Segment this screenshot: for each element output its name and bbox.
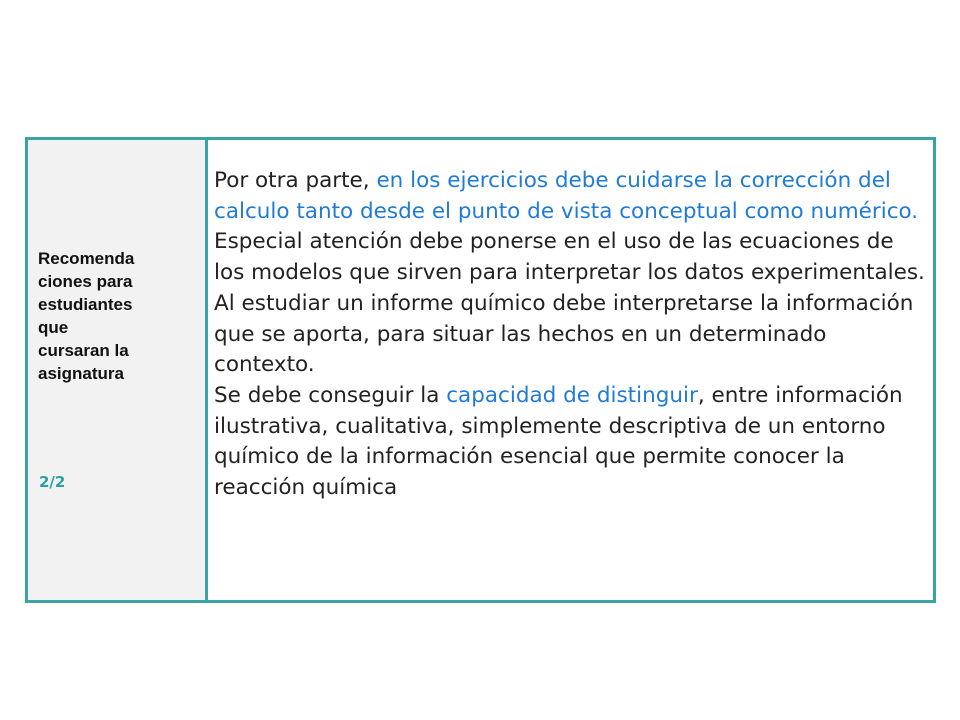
content-table [25,137,936,603]
page-indicator: 2/2 [39,473,66,491]
paragraph-2: Al estudiar un informe químico debe interpretarse la información que se aporta, para situar las hechos en un determinado contexto. [214,290,914,378]
left-cell [28,140,208,600]
body-text [214,166,929,504]
paragraph-1-rest: Especial atención debe ponerse en el uso de las ecuaciones de los modelos que sirven para interpretar los datos experimentales. [214,229,925,286]
paragraph-3-rest: , entre información ilustrativa, cualitativa, simplemente descriptiva de un entorno químico de la información esencial que permite conocer la reacción química [214,382,903,501]
paragraph-1-highlight: en los ejercicios debe cuidarse la corrección del calculo tanto desde el punto de vista conceptual como numérico. [214,168,919,224]
paragraph-1-intro: Por otra parte, [214,168,377,193]
paragraph-1 [214,166,929,289]
paragraph-3 [214,381,929,504]
section-title: Recomenda ciones para estudiantes que cursaran la asignatura [38,249,135,383]
right-cell [208,140,933,600]
paragraph-3-intro: Se debe conseguir la [214,382,447,408]
paragraph-3-highlight: capacidad de distinguir [446,382,698,408]
